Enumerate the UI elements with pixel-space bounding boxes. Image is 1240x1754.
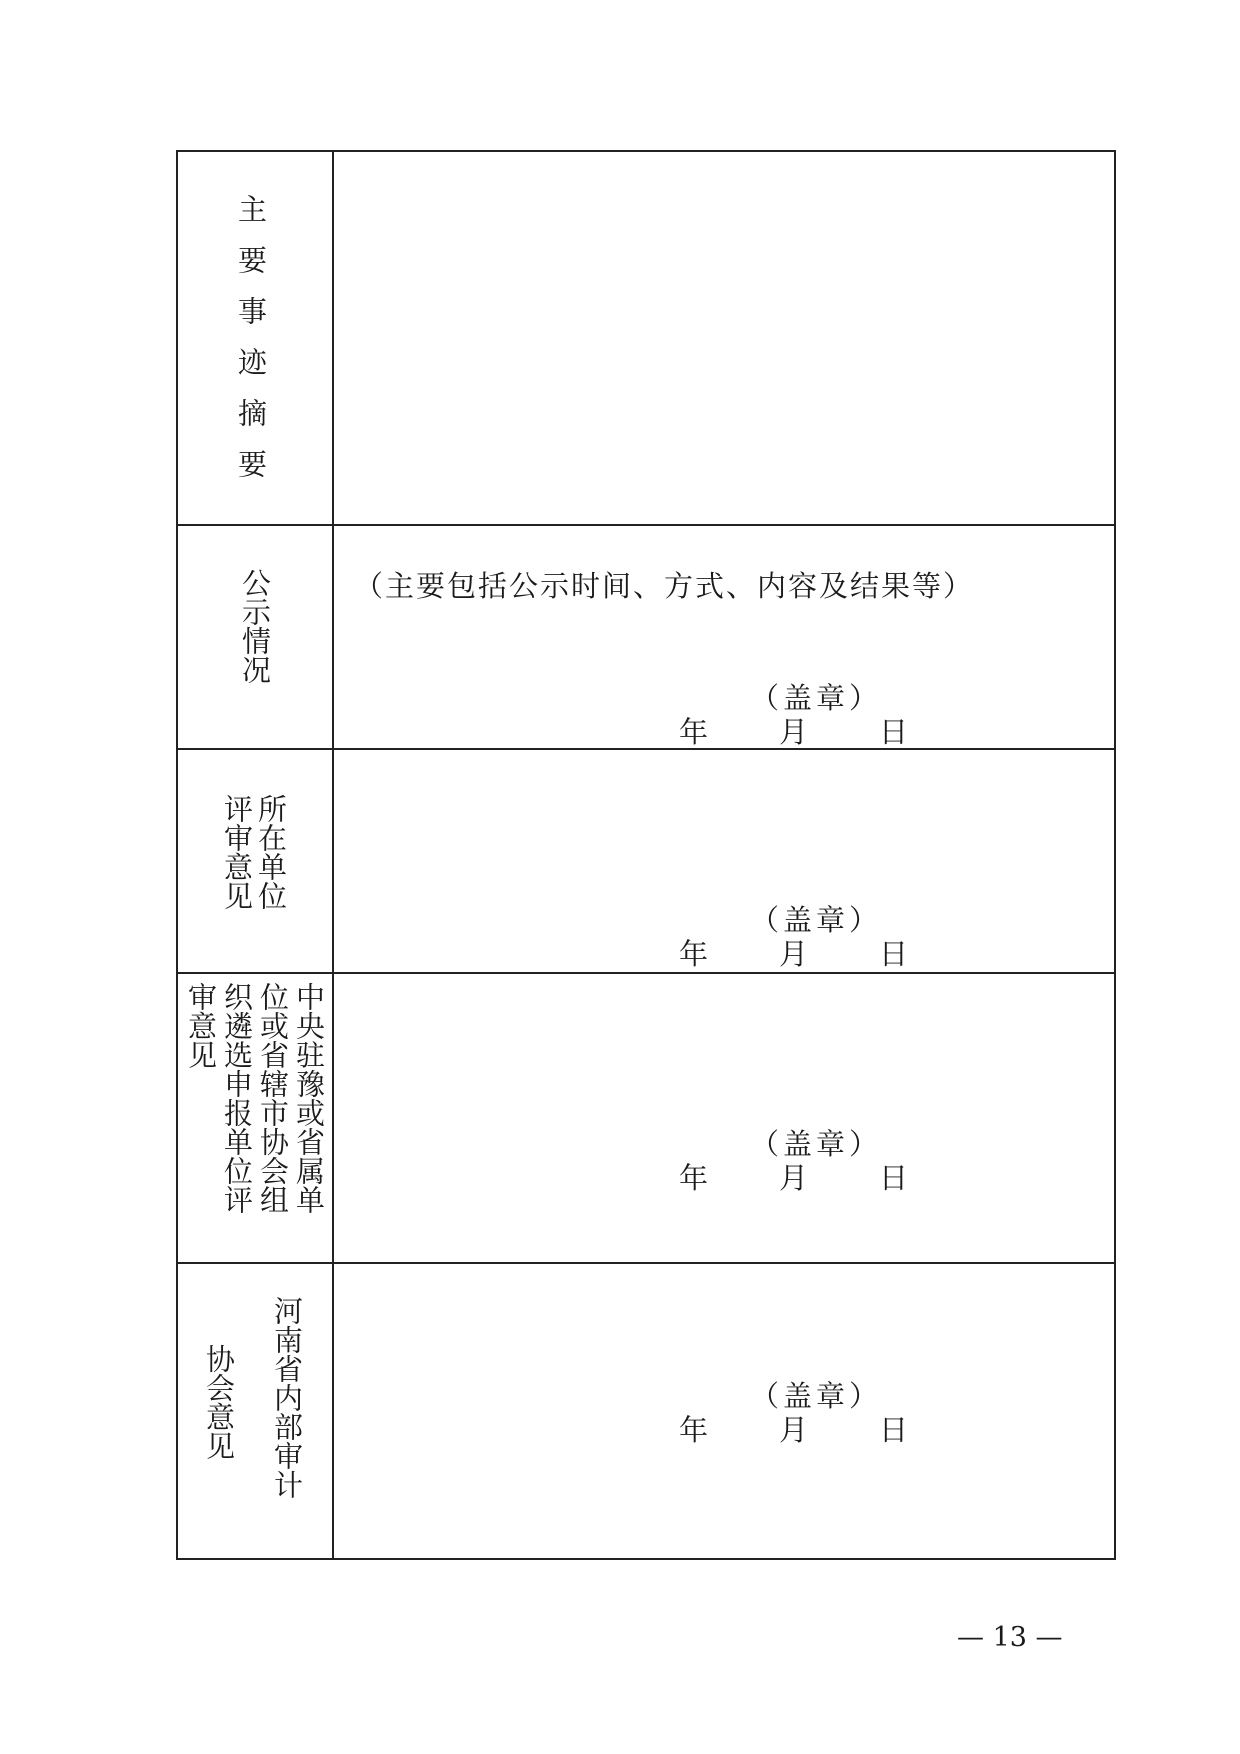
achievements-label-cell <box>177 151 333 525</box>
association-content-cell[interactable] <box>333 1263 1115 1559</box>
org-review-year: 年 <box>679 1161 709 1195</box>
achievements-label: 主要事迹摘要 <box>234 194 268 500</box>
publicity-day: 日 <box>879 715 909 749</box>
unit-review-month: 月 <box>779 937 809 971</box>
org-review-label-col4: 审意见 <box>184 982 218 1069</box>
unit-review-label-col2: 评审意见 <box>220 794 254 910</box>
unit-review-seal: （盖章） <box>750 903 883 937</box>
row-achievements <box>177 151 1115 525</box>
org-review-label-cell <box>177 973 333 1263</box>
org-review-label-col2: 位或省辖市协会组 <box>256 982 290 1214</box>
row-association <box>177 1263 1115 1559</box>
publicity-seal: （盖章） <box>750 681 883 715</box>
unit-review-content-cell[interactable] <box>333 749 1115 973</box>
application-form-table <box>176 150 1116 1560</box>
unit-review-label-cell <box>177 749 333 973</box>
association-seal: （盖章） <box>750 1379 883 1413</box>
unit-review-label-col1: 所在单位 <box>254 794 288 910</box>
publicity-year: 年 <box>679 715 709 749</box>
publicity-content-cell[interactable] <box>333 525 1115 749</box>
unit-review-day: 日 <box>879 937 909 971</box>
org-review-label-col3: 织遴选申报单位评 <box>220 982 254 1214</box>
row-unit-review <box>177 749 1115 973</box>
association-year: 年 <box>679 1413 709 1447</box>
page-number: — 13 — <box>957 1622 1063 1653</box>
unit-review-year: 年 <box>679 937 709 971</box>
publicity-month: 月 <box>779 715 809 749</box>
org-review-month: 月 <box>779 1161 809 1195</box>
association-day: 日 <box>879 1413 909 1447</box>
achievements-content-cell[interactable] <box>333 151 1115 525</box>
publicity-label: 公示情况 <box>238 568 272 684</box>
org-review-label-col1: 中央驻豫或省属单 <box>292 982 326 1214</box>
org-review-day: 日 <box>879 1161 909 1195</box>
association-month: 月 <box>779 1413 809 1447</box>
association-label-cell <box>177 1263 333 1559</box>
publicity-label-cell <box>177 525 333 749</box>
association-label-col2: 协会意见 <box>202 1344 236 1460</box>
row-publicity <box>177 525 1115 749</box>
row-org-review <box>177 973 1115 1263</box>
publicity-note: （主要包括公示时间、方式、内容及结果等） <box>354 569 975 603</box>
org-review-content-cell[interactable] <box>333 973 1115 1263</box>
association-label-col1: 河南省内部审计 <box>270 1296 304 1499</box>
org-review-seal: （盖章） <box>750 1127 883 1161</box>
